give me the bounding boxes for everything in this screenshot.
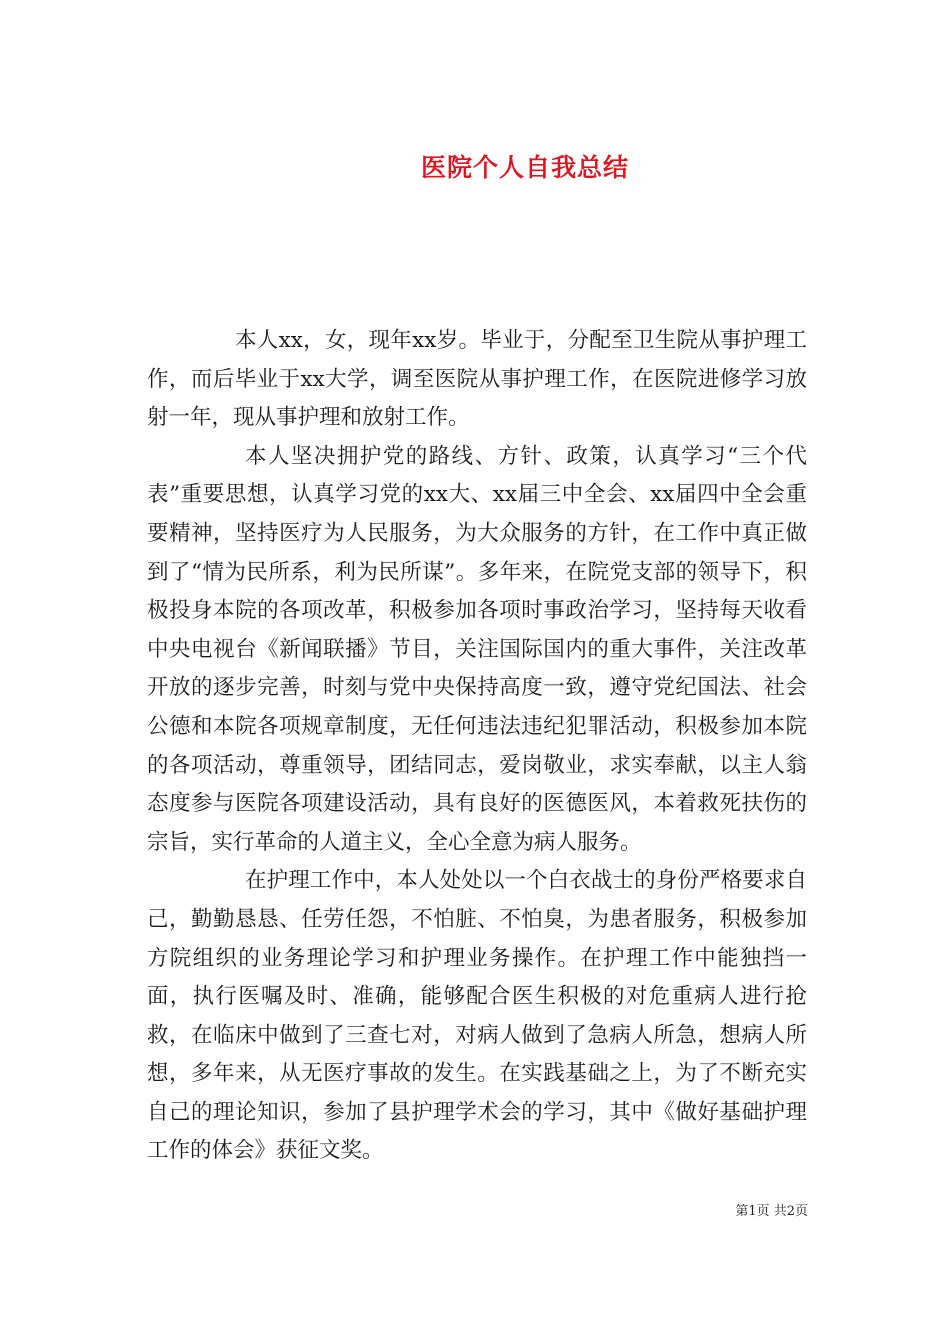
document-body [147,322,807,1171]
paragraph-1: 本人xx，女，现年xx岁。毕业于，分配至卫生院从事护理工作，而后毕业于xx大学，调至医院从事护理工作，在医院进修学习放射一年，现从事护理和放射工作。 [147,328,807,431]
page-title: 医院个人自我总结 [420,152,629,182]
paragraph-2: 本人坚决拥护党的路线、方针、政策，认真学习“三个代表”重要思想，认真学习党的xx大、xx届三中全会、xx届四中全会重要精神，坚持医疗为人民服务，为大众服务的方针，在工作中真正做到了“情为民所系，利为民所谋”。多年来，在院党支部的领导下，积极投身本院的各项改革，积极参加各项时事政治学习，坚持每天收看中央电视台《新闻联播》节目，关注国际国内的重大事件，关注改革开放的逐步完善，时刻与党中央保持高度一致，遵守党纪国法、社会公德和本院各项规章制度，无任何违法违纪犯罪活动，积极参加本院的各项活动，尊重领导，团结同志，爱岗敬业，求实奉献，以主人翁态度参与医院各项建设活动，具有良好的医德医风，本着救死扶伤的宗旨，实行革命的人道主义，全心全意为病人服务。 [147,443,807,855]
page-number: 第1页 共2页 [735,1204,808,1219]
paragraph-3: 在护理工作中，本人处处以一个白衣战士的身份严格要求自己，勤勤恳恳、任劳任怨，不怕脏、不怕臭，为患者服务，积极参加方院组织的业务理论学习和护理业务操作。在护理工作中能独挡一面，执行医嘱及时、准确，能够配合医生积极的对危重病人进行抢救，在临床中做到了三查七对，对病人做到了急病人所急，想病人所想，多年来，从无医疗事故的发生。在实践基础之上，为了不断充实自己的理论知识，参加了县护理学术会的学习，其中《做好基础护理工作的体会》获征文奖。 [147,868,807,1164]
